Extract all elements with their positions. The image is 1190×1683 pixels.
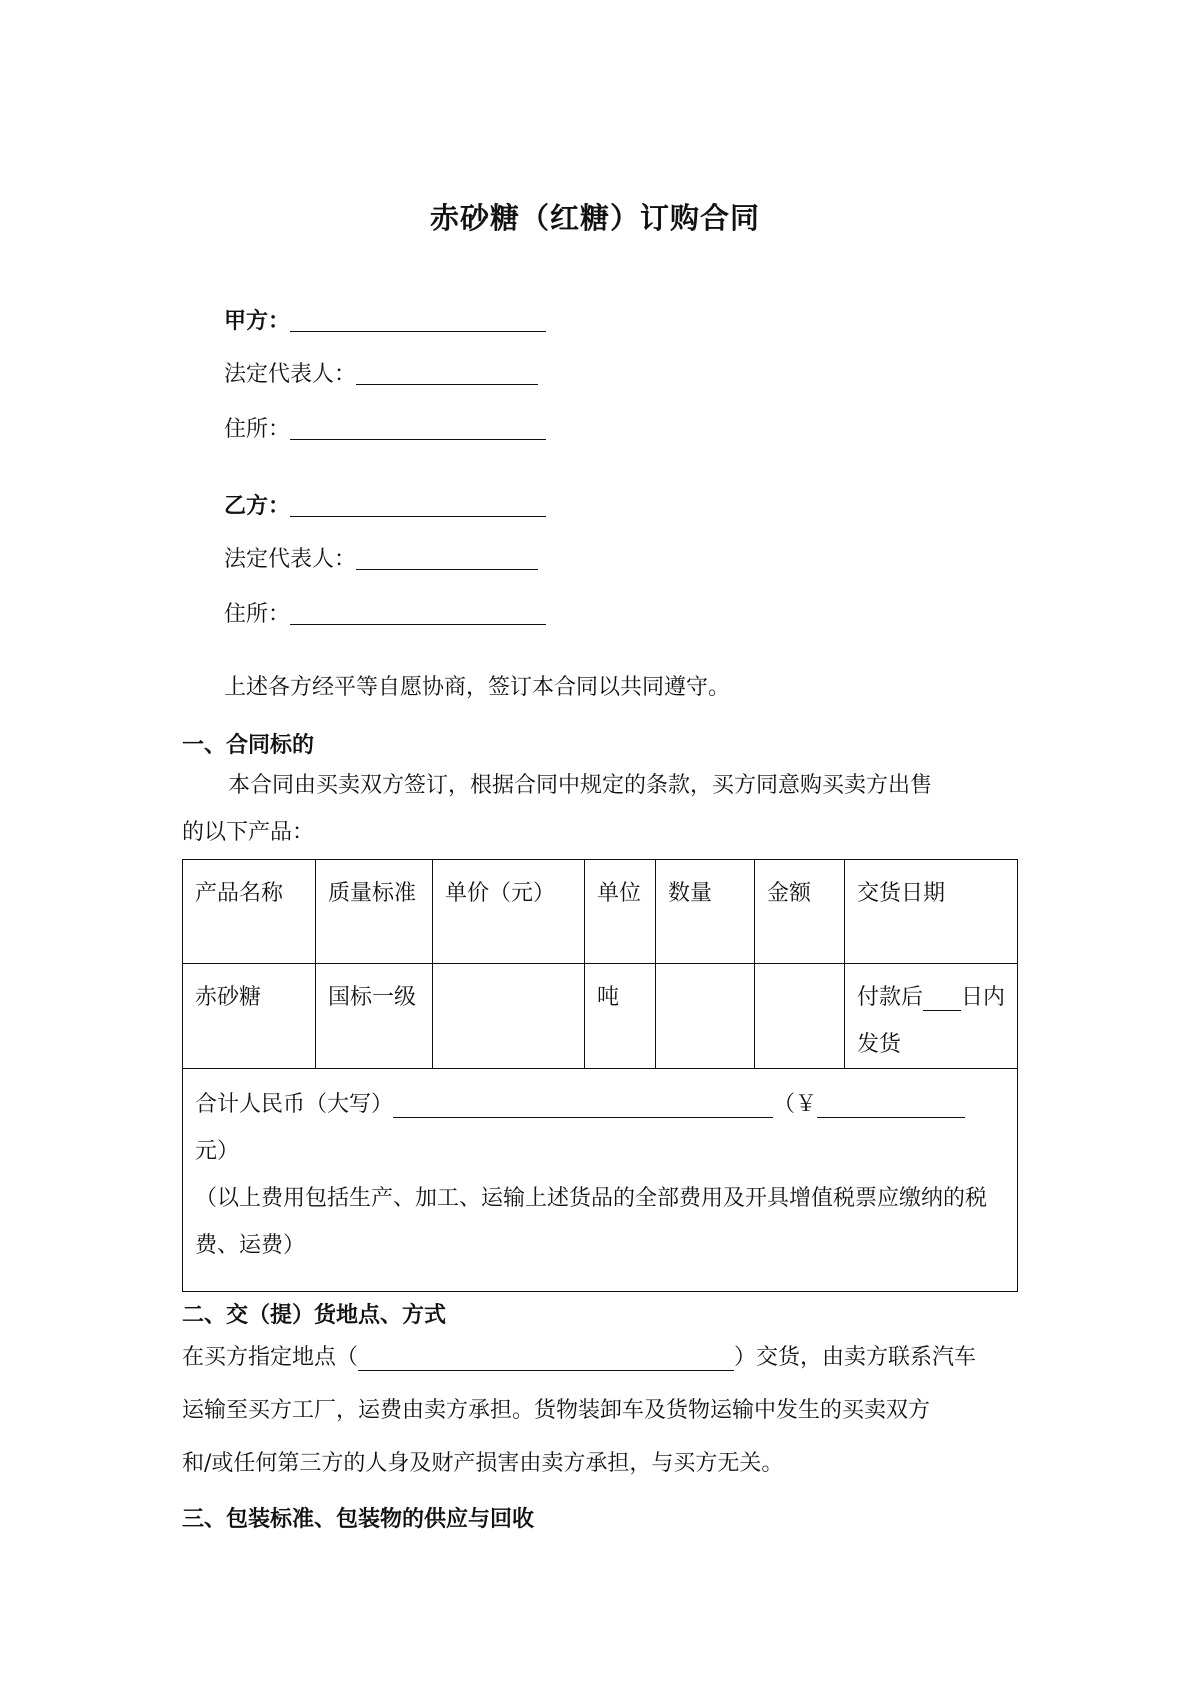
section1-text-line2: 的以下产品：	[182, 820, 315, 845]
party-b-rep-blank[interactable]	[356, 547, 538, 570]
party-b-addr-label: 住所：	[224, 602, 291, 627]
intro-text: 上述各方经平等自愿协商，签订本合同以共同遵守。	[224, 675, 731, 700]
party-a-rep-blank[interactable]	[356, 362, 538, 385]
table-total-row	[183, 1069, 1018, 1292]
product-table	[182, 859, 1018, 1292]
party-b-addr-blank[interactable]	[290, 602, 546, 625]
delivery-suffix: 日内发货	[857, 985, 1006, 1057]
section3-heading: 三、包装标准、包装物的供应与回收	[182, 1506, 535, 1532]
section2-text-line2: 运输至买方工厂，运费由卖方承担。货物装卸车及货物运输中发生的买卖双方	[182, 1398, 931, 1423]
table-header-row	[183, 860, 1018, 964]
party-b-rep-label: 法定代表人：	[224, 547, 357, 572]
party-b-label: 乙方：	[224, 493, 291, 519]
header-unit: 单位	[585, 860, 656, 964]
header-delivery-date: 交货日期	[845, 860, 1018, 964]
section2-text-suffix: ）交货，由卖方联系汽车	[734, 1345, 977, 1370]
party-a-label: 甲方：	[224, 308, 291, 334]
cell-quantity[interactable]	[656, 964, 755, 1069]
header-unit-price: 单价（元）	[433, 860, 585, 964]
delivery-location-blank[interactable]	[358, 1346, 734, 1371]
party-a-line	[224, 303, 546, 335]
section1-text-line1: 本合同由买卖双方签订，根据合同中规定的条款，买方同意购买卖方出售	[228, 773, 933, 798]
header-product-name: 产品名称	[183, 860, 316, 964]
table-row	[183, 964, 1018, 1069]
section2-text-line1	[182, 1334, 1022, 1381]
section2-heading: 二、交（提）货地点、方式	[182, 1302, 447, 1328]
section2-text-prefix: 在买方指定地点（	[182, 1345, 359, 1370]
party-a-rep-line	[224, 356, 538, 388]
party-b-line	[224, 488, 546, 520]
header-quantity: 数量	[656, 860, 755, 964]
party-b-addr-line	[224, 596, 546, 628]
total-mid: （￥	[773, 1092, 818, 1117]
header-amount: 金额	[755, 860, 845, 964]
party-a-rep-label: 法定代表人：	[224, 362, 357, 387]
party-a-blank[interactable]	[290, 309, 546, 332]
cell-quality-standard: 国标一级	[316, 964, 433, 1069]
party-b-rep-line	[224, 541, 538, 573]
section1-heading: 一、合同标的	[182, 732, 315, 758]
total-note: （以上费用包括生产、加工、运输上述货品的全部费用及开具增值税票应缴纳的税费、运费）	[195, 1186, 988, 1258]
cell-delivery-date	[845, 964, 1018, 1069]
cell-total	[183, 1069, 1018, 1292]
total-suffix: 元）	[195, 1139, 240, 1164]
total-words-blank[interactable]	[393, 1093, 773, 1118]
total-prefix: 合计人民币（大写）	[195, 1092, 394, 1117]
party-a-addr-line	[224, 411, 546, 443]
cell-amount[interactable]	[755, 964, 845, 1069]
delivery-days-blank[interactable]	[923, 986, 961, 1011]
contract-title: 赤砂糖（红糖）订购合同	[429, 201, 760, 235]
cell-unit: 吨	[585, 964, 656, 1069]
delivery-prefix: 付款后	[857, 985, 924, 1010]
cell-unit-price[interactable]	[433, 964, 585, 1069]
party-b-blank[interactable]	[290, 494, 546, 517]
party-a-addr-blank[interactable]	[290, 417, 546, 440]
total-number-blank[interactable]	[817, 1093, 965, 1118]
cell-product-name: 赤砂糖	[183, 964, 316, 1069]
header-quality-standard: 质量标准	[316, 860, 433, 964]
party-a-addr-label: 住所：	[224, 417, 291, 442]
section2-text-line3: 和/或任何第三方的人身及财产损害由卖方承担，与买方无关。	[182, 1451, 784, 1476]
